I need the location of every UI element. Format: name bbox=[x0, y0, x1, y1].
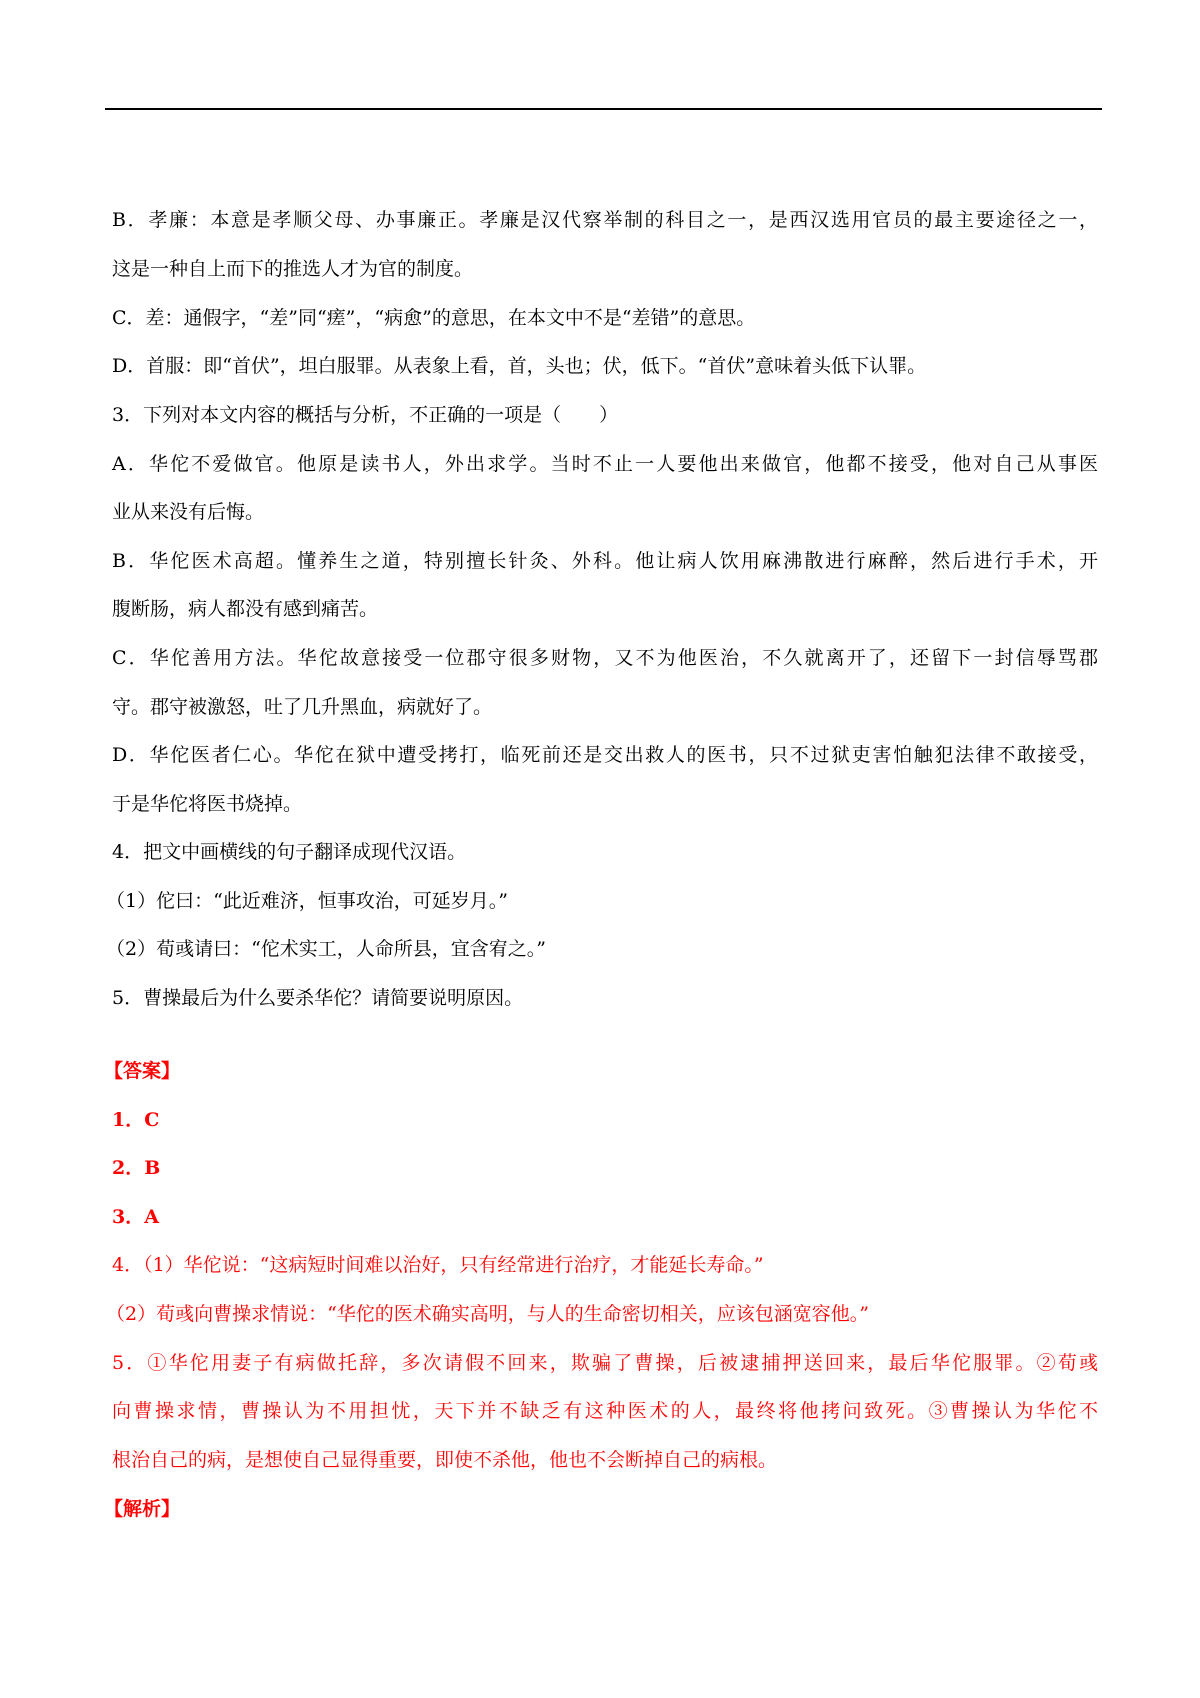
q3-option-b-line1: B．华佗医术高超。懂养生之道，特别擅长针灸、外科。他让病人饮用麻沸散进行麻醉，然后进行手术，开 bbox=[112, 550, 1098, 572]
answer-4-part1: 4．（1）华佗说：“这病短时间难以治好，只有经常进行治疗，才能延长寿命。” bbox=[112, 1254, 764, 1276]
q3-option-d-line1: D．华佗医者仁心。华佗在狱中遭受拷打，临死前还是交出救人的医书，只不过狱吏害怕触犯法律不敢接受， bbox=[112, 744, 1098, 766]
q2-option-d: D．首服：即“首伏”，坦白服罪。从表象上看，首，头也；伏，低下。“首伏”意味着头低下认罪。 bbox=[112, 355, 927, 377]
answer-2: 2．B bbox=[112, 1157, 161, 1179]
answer-3: 3．A bbox=[112, 1206, 159, 1228]
q3-option-c-line1: C．华佗善用方法。华佗故意接受一位郡守很多财物，又不为他医治，不久就离开了，还留下一封信辱骂郡 bbox=[112, 647, 1098, 669]
q4-sentence-1: （1）佗曰：“此近难济，恒事攻治，可延岁月。” bbox=[106, 890, 509, 912]
analysis-heading: 【解析】 bbox=[104, 1498, 181, 1520]
answer-4-part2: （2）荀彧向曹操求情说：“华佗的医术确实高明，与人的生命密切相关，应该包涵宽容他。” bbox=[106, 1303, 870, 1325]
answer-5-line3: 根治自己的病，是想使自己显得重要，即使不杀他，他也不会断掉自己的病根。 bbox=[112, 1449, 778, 1471]
answer-heading: 【答案】 bbox=[104, 1060, 181, 1082]
q3-option-b-line2: 腹断肠，病人都没有感到痛苦。 bbox=[112, 598, 379, 620]
q2-option-b-line2: 这是一种自上而下的推选人才为官的制度。 bbox=[112, 258, 474, 280]
q3-option-a-line2: 业从来没有后悔。 bbox=[112, 501, 265, 523]
q3-option-a-line1: A．华佗不爱做官。他原是读书人，外出求学。当时不止一人要他出来做官，他都不接受，他对自己从事医 bbox=[112, 453, 1098, 475]
q5-stem: 5．曹操最后为什么要杀华佗？请简要说明原因。 bbox=[112, 987, 524, 1009]
q4-sentence-2: （2）荀彧请曰：“佗术实工，人命所县，宜含宥之。” bbox=[106, 938, 547, 960]
q4-stem: 4．把文中画横线的句子翻译成现代汉语。 bbox=[112, 841, 467, 863]
q3-stem: 3．下列对本文内容的概括与分析，不正确的一项是（ ） bbox=[112, 404, 619, 426]
q2-option-b-line1: B．孝廉：本意是孝顺父母、办事廉正。孝廉是汉代察举制的科目之一，是西汉选用官员的最主要途径之一， bbox=[112, 209, 1098, 231]
answer-5-line2: 向曹操求情，曹操认为不用担忧，天下并不缺乏有这种医术的人，最终将他拷问致死。③曹操认为华佗不 bbox=[112, 1400, 1098, 1422]
q2-option-c: C．差：通假字，“差”同“瘥”，“病愈”的意思，在本文中不是“差错”的意思。 bbox=[112, 307, 756, 329]
q3-option-c-line2: 守。郡守被激怒，吐了几升黑血，病就好了。 bbox=[112, 696, 493, 718]
answer-5-line1: 5．①华佗用妻子有病做托辞，多次请假不回来，欺骗了曹操，后被逮捕押送回来，最后华佗服罪。②荀彧 bbox=[112, 1352, 1098, 1374]
answer-1: 1．C bbox=[112, 1109, 160, 1131]
q3-option-d-line2: 于是华佗将医书烧掉。 bbox=[112, 793, 303, 815]
header-rule bbox=[105, 108, 1102, 110]
